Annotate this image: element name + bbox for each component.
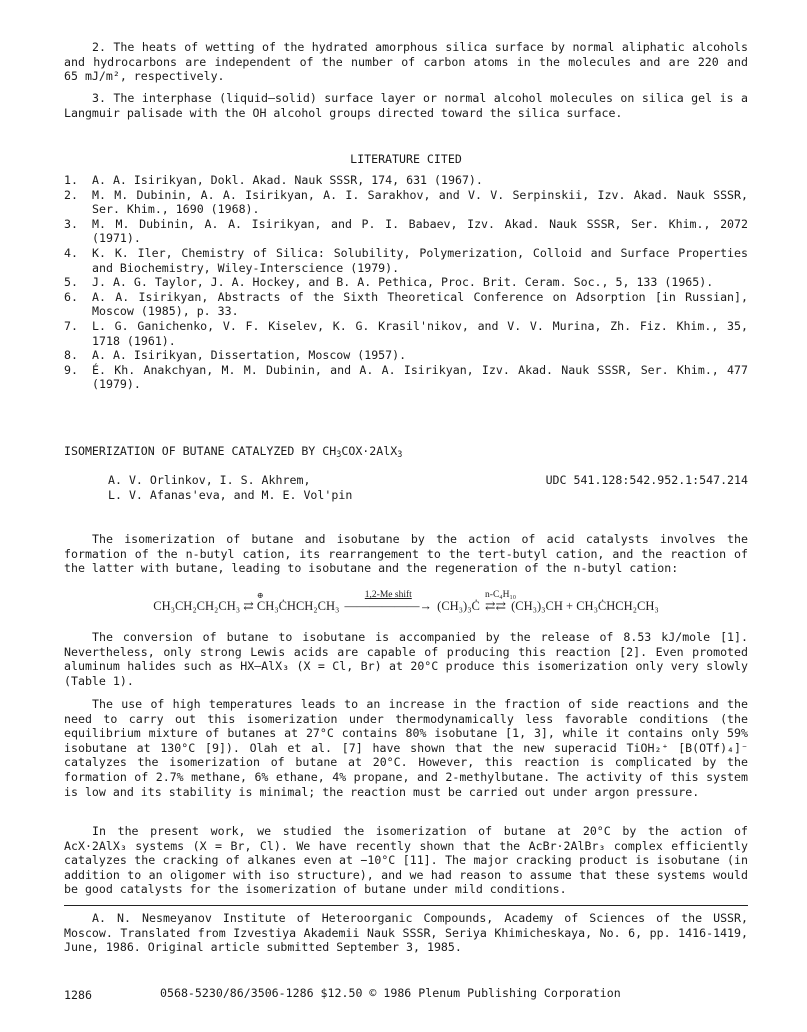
intro-paragraph: The isomerization of butane and isobutane by the action of acid catalysts involves the formation of the n-butyl cation, its rearrangement to the tert-butyl cation, and the reaction of the latter with butane, leading to isobutane and the regeneration of the n-butyl cation: [64,532,748,576]
article-title: ISOMERIZATION OF BUTANE CATALYZED BY $CH_3COX\cdot 2AlX_3$ [64,444,403,460]
udc-code: UDC 541.128:542.952.1:547.214 [545,473,748,487]
reference-list [64,173,748,392]
reaction-scheme [64,590,748,614]
reference-item: 4. K. K. Iler, Chemistry of Silica: Solubility, Polymerization, Colloid and Surface Properties and Biochemistry, Wiley-Interscience (1979). [64,245,748,275]
equilibrium-arrow-2: ⇄⇄ [485,599,506,613]
authors-line-2: L. V. Afanas'eva, and M. E. Vol'pin [108,488,353,502]
charge-icon: ⊕ [256,591,264,600]
literature-heading: LITERATURE CITED [350,152,462,166]
reaction-arrow: ——————→ [344,599,433,613]
paragraph-4: In the present work, we studied the isomerization of butane at 20°C by the action of AcX·2AlX₃ systems (X = Br, Cl). We have recently shown that the AcBr·2AlBr₃ complex efficiently catalyzes the cracking of alkanes even at −10°C [11]. The major cracking product is isobutane (in addition to an oligomer with iso structure), and we had reason to assume that these systems would be good catalysts for the isomerization of butane under mild conditions. [64,824,748,897]
authors-line-1: A. V. Orlinkov, I. S. Akhrem, [108,473,311,487]
reference-item: 2. M. M. Dubinin, A. A. Isirikyan, A. I. Sarakhov, and V. V. Serpinskii, Izv. Akad. Nauk SSSR, Ser. Khim., 1690 (1968). [64,187,748,217]
conclusion-item-3: 3. The interphase (liquid—solid) surface layer or normal alcohol molecules on silica gel is a Langmuir palisade with the OH alcohol groups directed toward the silica surface. [64,91,748,120]
paragraph-3: The use of high temperatures leads to an increase in the fraction of side reactions and the need to carry out this isomerization under thermodynamically less favorable conditions (the equilibrium mixture of butanes at 27°C contains 80% isobutane [1, 3], while it contains only 59% isobutane at 130°C [9]). Olah et al. [7] have shown that the new superacid TiOH₂⁺ [B(OTf)₄]⁻ catalyzes the isomerization of butane at 20°C. However, this reaction is complicated by the formation of 2.7% methane, 6% ethane, 4% propane, and 2-methylbutane. The activity of this system is low and its stability is minimal; the reaction must be carried out under argon pressure. [64,697,748,799]
copyright-line: 0568-5230/86/3506-1286 $12.50 © 1986 Plenum Publishing Corporation [160,986,621,1000]
paragraph-2: The conversion of butane to isobutane is accompanied by the release of 8.53 kJ/mole [1]. Nevertheless, only strong Lewis acids are capable of producing this reaction [2]. Even promoted aluminum halides such as HX—AlX₃ (X = Cl, Br) at 20°C produce this isomerization only very slowly (Table 1). [64,630,748,688]
footnote-rule [64,905,748,906]
footnote: A. N. Nesmeyanov Institute of Heteroorganic Compounds, Academy of Sciences of the USSR, Moscow. Translated from Izvestiya Akademii Nauk SSSR, Seriya Khimicheskaya, No. 6, pp. 1416-1419, June, 1986. Original article submitted September 3, 1985. [64,911,748,955]
reference-item: 8. A. A. Isirikyan, Dissertation, Moscow (1957). [64,348,407,363]
reference-item: 6. A. A. Isirikyan, Abstracts of the Sixth Theoretical Conference on Adsorption [in Russian], Moscow (1985), p. 33. [64,289,748,319]
conclusion-item-2: 2. The heats of wetting of the hydrated amorphous silica surface by normal aliphatic alcohols and hydrocarbons are independent of the number of carbon atoms in the molecules and are 220 and 65 mJ/m², respectively. [64,40,748,84]
n-butyl-cation: CH₃ĊHCH₂CH₃ [256,599,340,613]
reference-item: 3. M. M. Dubinin, A. A. Isirikyan, and P. I. Babaev, Izv. Akad. Nauk SSSR, Ser. Khim., 2072 (1971). [64,216,748,246]
reactant-butane: CH₃CH₂CH₂CH₃ [153,599,241,613]
shift-label: 1,2-Me shift [364,590,412,600]
butane-label: n-C₄H₁₀ [485,590,517,600]
tert-butyl-cation: (CH₃)₃Ċ [437,599,480,613]
product-isobutane: (CH₃)₃CH [511,599,563,613]
reference-item: 9. É. Kh. Anakchyan, M. M. Dubinin, and A. A. Isirikyan, Izv. Akad. Nauk SSSR, Ser. Khim., 477 (1979). [64,362,748,392]
regenerated-cation: CH₃ĊHCH₂CH₃ [576,599,659,613]
reference-item: 7. L. G. Ganichenko, V. F. Kiselev, K. G. Krasil'nikov, and V. V. Murina, Zh. Fiz. Khim., 35, 1718 (1961). [64,318,748,348]
equilibrium-arrow: ⇄ [243,599,254,613]
reference-item: 5. J. A. G. Taylor, J. A. Hockey, and B. A. Pethica, Proc. Brit. Ceram. Soc., 5, 133 (1965). [64,275,714,290]
plus-sign: + [566,599,574,613]
reference-item: 1. A. A. Isirikyan, Dokl. Akad. Nauk SSSR, 174, 631 (1967). [64,173,483,187]
page-number: 1286 [64,988,92,1002]
